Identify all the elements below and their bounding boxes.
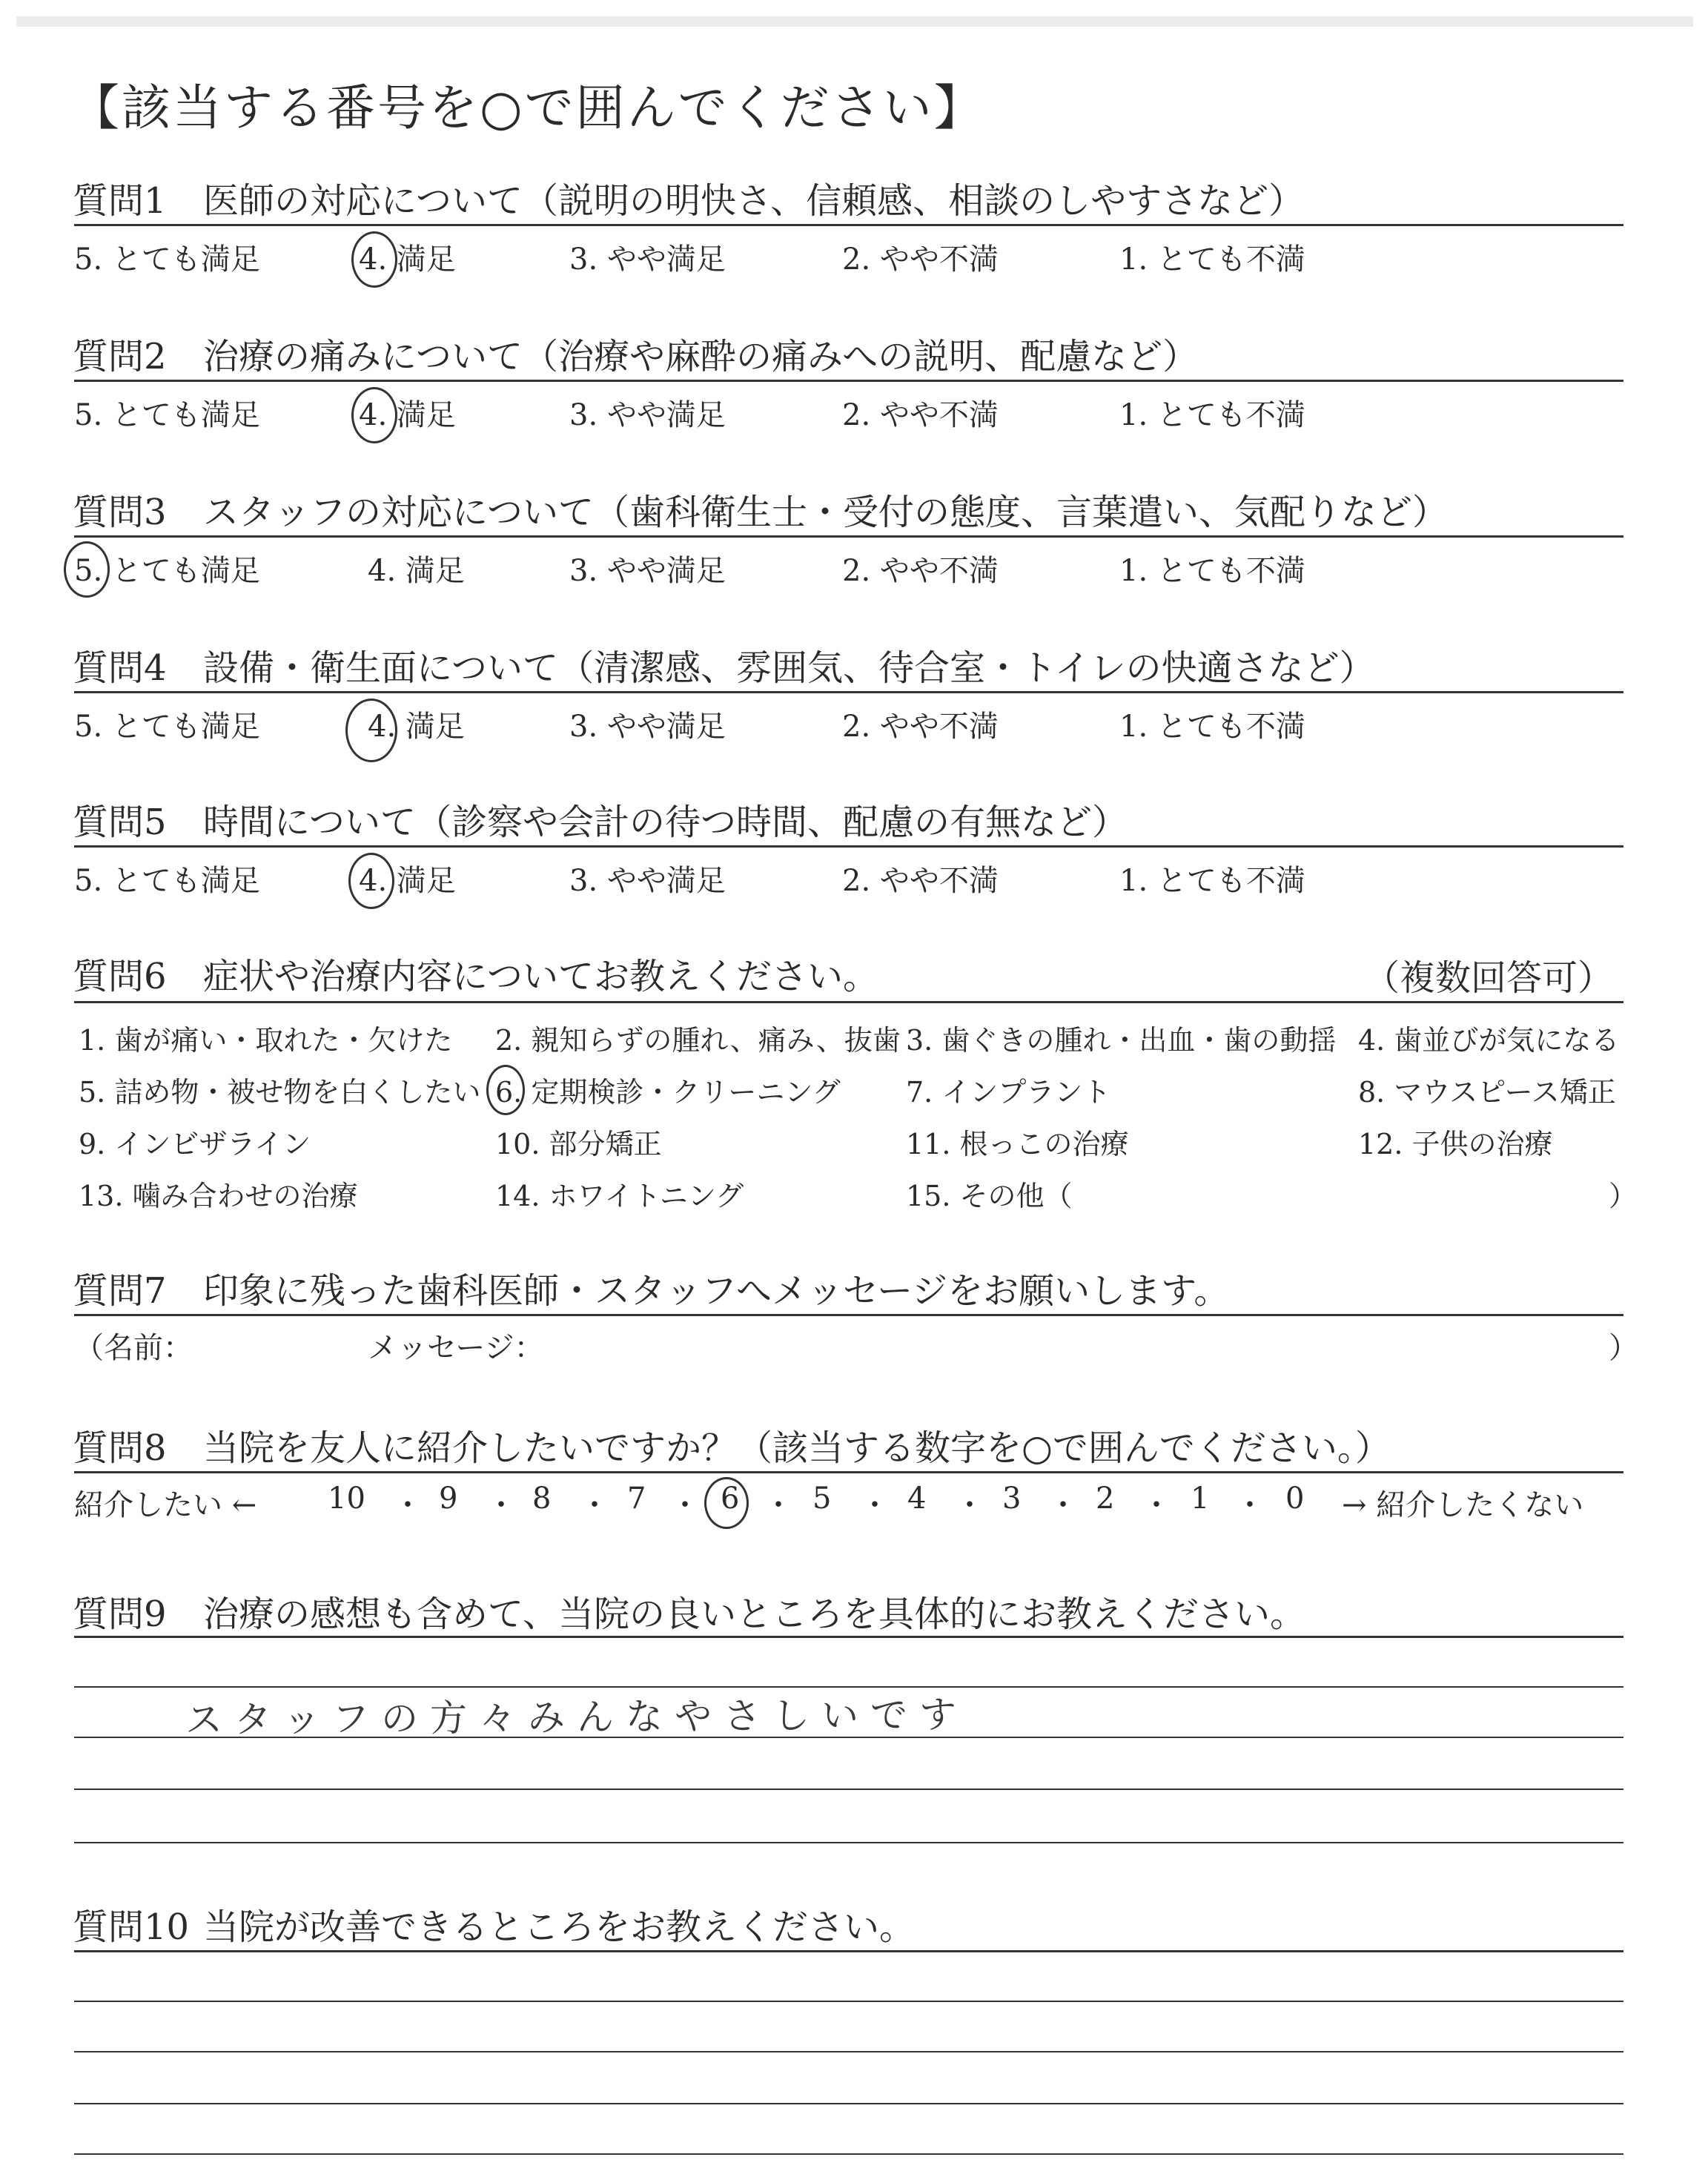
rating-option-1[interactable]: 1. とても不満: [1119, 242, 1305, 277]
rating-option-3[interactable]: 3. やや満足: [569, 864, 726, 898]
question-number: 質問6: [73, 956, 167, 997]
message-label: メッセージ：: [368, 1331, 544, 1365]
scale-dot: ・: [764, 1488, 793, 1522]
question-2-title: [73, 328, 1198, 379]
rating-option-2[interactable]: 2. やや不満: [842, 554, 999, 588]
rating-option-1[interactable]: 1. とても不満: [1119, 398, 1305, 432]
rating-option-4[interactable]: 4. 満足: [368, 554, 465, 588]
scale-5[interactable]: 5: [812, 1482, 832, 1516]
rating-option-1[interactable]: 1. とても不満: [1119, 864, 1305, 898]
question-number: 質問7: [73, 1270, 167, 1312]
question-7-title: [73, 1262, 1229, 1313]
rating-option-4[interactable]: 4. 満足: [368, 710, 465, 744]
question-text: 医師の対応について（説明の明快さ、信頼感、相談のしやすさなど）: [203, 180, 1305, 222]
divider: [74, 1314, 1623, 1316]
question-number: 質問4: [73, 647, 167, 689]
scale-2[interactable]: 2: [1096, 1482, 1115, 1516]
answer-line: [74, 2001, 1623, 2002]
rating-option-3[interactable]: 3. やや満足: [569, 554, 726, 588]
handwritten-answer: スタッフの方々みんなやさしいです: [185, 1693, 969, 1742]
selection-circle: [351, 387, 397, 443]
question-text: 治療の痛みについて（治療や麻酔の痛みへの説明、配慮など）: [203, 336, 1199, 377]
question-5-title: [73, 793, 1128, 845]
page-title: 【該当する番号を○で囲んでください】: [70, 79, 985, 136]
rating-option-5[interactable]: 5. とても満足: [74, 864, 260, 898]
rating-option-2[interactable]: 2. やや不満: [842, 864, 999, 898]
recommend-left-label: 紹介したい ←: [74, 1488, 257, 1522]
question-text: 設備・衛生面について（清潔感、雰囲気、待合室・トイレの快適さなど）: [203, 647, 1375, 689]
question-number: 質問8: [73, 1427, 167, 1469]
scale-6[interactable]: 6: [721, 1482, 740, 1516]
symptom-option[interactable]: 6. 定期検診・クリーニング: [495, 1076, 841, 1109]
scale-dot: ・: [1235, 1488, 1265, 1522]
question-8-title: [73, 1419, 1391, 1470]
question-9-title: [73, 1585, 1305, 1636]
rating-option-2[interactable]: 2. やや不満: [842, 710, 999, 744]
rating-option-2[interactable]: 2. やや不満: [842, 242, 999, 277]
symptom-option[interactable]: 11. 根っこの治療: [906, 1128, 1129, 1160]
symptom-option[interactable]: 1. 歯が痛い・取れた・欠けた: [79, 1024, 453, 1057]
divider: [74, 845, 1623, 848]
symptom-option[interactable]: 14. ホワイトニング: [495, 1180, 744, 1212]
symptom-option[interactable]: 9. インビザライン: [79, 1128, 311, 1160]
scan-edge: [16, 16, 1693, 27]
rating-option-3[interactable]: 3. やや満足: [569, 710, 726, 744]
message-close-paren: ）: [1609, 1331, 1638, 1365]
scale-10[interactable]: 10: [328, 1482, 365, 1516]
symptom-option[interactable]: 4. 歯並びが気になる: [1358, 1024, 1620, 1057]
multiple-answers-note: （複数回答可）: [1364, 957, 1614, 999]
rating-option-5[interactable]: 5. とても満足: [74, 554, 260, 588]
question-text: 治療の感想も含めて、当院の良いところを具体的にお教えください。: [203, 1593, 1306, 1635]
rating-option-5[interactable]: 5. とても満足: [74, 710, 260, 744]
scale-dot: ・: [1048, 1488, 1078, 1522]
divider: [74, 1001, 1623, 1003]
symptom-option[interactable]: 2. 親知らずの腫れ、痛み、抜歯: [495, 1024, 901, 1057]
divider: [74, 1471, 1623, 1473]
other-close-paren: ）: [1609, 1180, 1638, 1212]
answer-line: [74, 1789, 1623, 1790]
selection-circle: [345, 698, 397, 762]
divider: [74, 380, 1623, 382]
scale-3[interactable]: 3: [1002, 1482, 1022, 1516]
scale-dot: ・: [580, 1488, 609, 1522]
question-number: 質問10: [73, 1906, 190, 1948]
question-number: 質問2: [73, 336, 167, 377]
question-text: 時間について（診察や会計の待つ時間、配慮の有無など）: [203, 802, 1128, 843]
rating-option-3[interactable]: 3. やや満足: [569, 242, 726, 277]
symptom-option-other[interactable]: 15. その他（: [906, 1180, 1073, 1212]
question-10-title: [73, 1898, 915, 1949]
divider: [74, 691, 1623, 693]
answer-line: [74, 1950, 1623, 1952]
divider: [74, 224, 1623, 226]
rating-option-1[interactable]: 1. とても不満: [1119, 710, 1305, 744]
selection-circle: [64, 541, 110, 598]
question-text: 当院を友人に紹介したいですか？（該当する数字を○で囲んでください。）: [203, 1427, 1391, 1469]
question-number: 質問9: [73, 1593, 167, 1635]
scale-dot: ・: [1142, 1488, 1171, 1522]
symptom-option[interactable]: 8. マウスピース矯正: [1358, 1076, 1616, 1109]
scale-4[interactable]: 4: [907, 1482, 927, 1516]
rating-option-3[interactable]: 3. やや満足: [569, 398, 726, 432]
question-text: 印象に残った歯科医師・スタッフへメッセージをお願いします。: [203, 1270, 1230, 1312]
selection-circle: [348, 853, 394, 909]
question-4-title: [73, 639, 1375, 690]
rating-option-1[interactable]: 1. とても不満: [1119, 554, 1305, 588]
question-text: 症状や治療内容についてお教えください。: [203, 956, 879, 997]
rating-option-4[interactable]: 4. 満足: [359, 398, 456, 432]
answer-line: [74, 1636, 1623, 1638]
rating-option-4[interactable]: 4. 満足: [359, 864, 456, 898]
scale-7[interactable]: 7: [627, 1482, 646, 1516]
question-number: 質問3: [73, 492, 167, 533]
question-text: スタッフの対応について（歯科衛生士・受付の態度、言葉遣い、気配りなど）: [203, 492, 1449, 533]
divider: [74, 535, 1623, 538]
answer-line: [74, 2153, 1623, 2155]
question-text: 当院が改善できるところをお教えください。: [203, 1906, 916, 1948]
selection-circle: [486, 1065, 525, 1115]
answer-line: [74, 1842, 1623, 1843]
recommend-right-label: → 紹介したくない: [1342, 1488, 1584, 1522]
scale-9[interactable]: 9: [439, 1482, 458, 1516]
question-6-title: [73, 948, 878, 999]
scale-1[interactable]: 1: [1191, 1482, 1210, 1516]
rating-option-2[interactable]: 2. やや不満: [842, 398, 999, 432]
question-1-title: [73, 172, 1304, 223]
scale-dot: ・: [955, 1488, 984, 1522]
scale-dot: ・: [486, 1488, 516, 1522]
rating-option-5[interactable]: 5. とても満足: [74, 242, 260, 277]
name-label: （名前：: [74, 1331, 193, 1365]
scale-dot: ・: [393, 1488, 423, 1522]
rating-option-5[interactable]: 5. とても満足: [74, 398, 260, 432]
scale-0[interactable]: 0: [1285, 1482, 1305, 1516]
question-number: 質問5: [73, 802, 167, 843]
answer-line: [74, 2051, 1623, 2052]
question-3-title: [73, 483, 1448, 535]
symptom-option[interactable]: 7. インプラント: [906, 1076, 1111, 1109]
answer-line: [74, 2103, 1623, 2104]
selection-circle: [351, 231, 397, 288]
selection-circle: [704, 1477, 749, 1529]
question-number: 質問1: [73, 180, 167, 222]
rating-option-4[interactable]: 4. 満足: [359, 242, 456, 277]
scale-dot: ・: [860, 1488, 890, 1522]
scale-dot: ・: [670, 1488, 700, 1522]
scale-8[interactable]: 8: [532, 1482, 552, 1516]
symptom-option[interactable]: 13. 噛み合わせの治療: [79, 1180, 358, 1212]
symptom-option[interactable]: 12. 子供の治療: [1358, 1128, 1553, 1160]
symptom-option[interactable]: 5. 詰め物・被せ物を白くしたい: [79, 1076, 481, 1109]
symptom-option[interactable]: 10. 部分矯正: [495, 1128, 662, 1160]
symptom-option[interactable]: 3. 歯ぐきの腫れ・出血・歯の動揺: [906, 1024, 1337, 1057]
